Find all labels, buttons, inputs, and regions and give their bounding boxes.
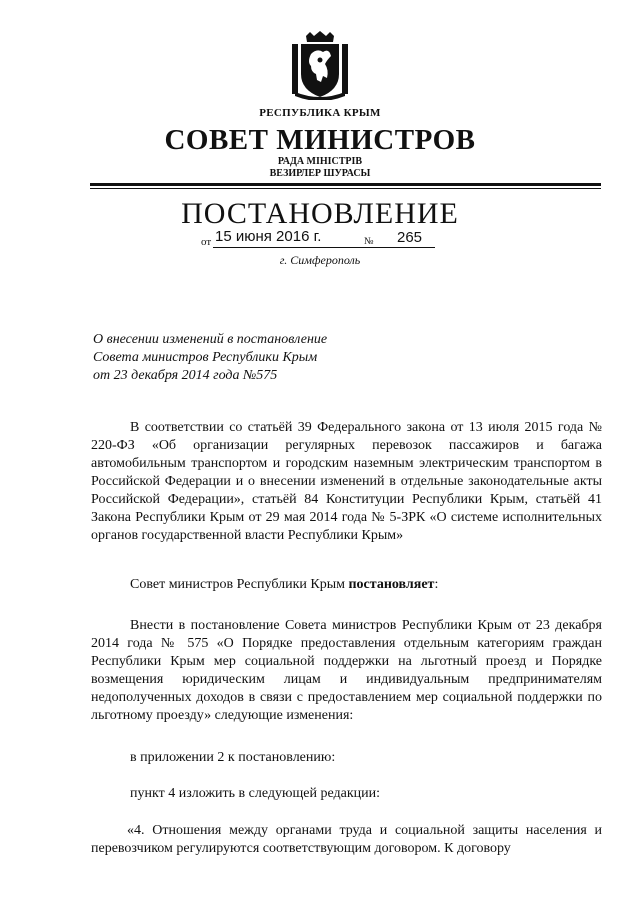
resolution-suffix: : [434,577,439,592]
decree-heading: ПОСТАНОВЛЕНИЕ [181,197,459,230]
preamble-paragraph: В соответствии со статьёй 39 Федерального закона от 13 июля 2015 года № 220-ФЗ «Об организации регулярных перевозок пассажиров и багажа автомобильным транспортом и городским наземным электрическим транспортом в Российской Федерации и о внесении изменений в отдельные законодательные акты Российской Федерации», статьёй 84 Конституции Республики Крым, статьёй 41 Закона Республики Крым от 29 мая 2014 года № 5-ЗРК «О системе исполнительных органов государственной власти Республики Крым» [91,420,602,543]
resolution-verb: постановляет [348,577,435,592]
decree-date: 15 июня 2016 г. [215,228,322,245]
date-prefix-label: от [201,236,212,248]
council-title: СОВЕТ МИНИСТРОВ [164,124,476,156]
resolution-clause [130,577,438,593]
date-number-underline [213,247,435,248]
council-title-crimean-tatar: ВЕЗИРЛЕР ШУРАСЫ [269,168,371,179]
subject-line: Совета министров Республики Крым [93,350,318,365]
new-clause-text: «4. Отношения между органами труда и социальной защиты населения и перевозчиком регулируются соответствующим договором. К договору [91,823,602,856]
subject-line: О внесении изменений в постановление [93,332,328,347]
council-title-ukrainian: РАДА МІНІСТРІВ [277,156,363,167]
decree-number: 265 [397,229,423,246]
appendix-reference: в приложении 2 к постановлению: [130,750,336,765]
republic-name: РЕСПУБЛИКА КРЫМ [259,107,381,119]
subject-line: от 23 декабря 2014 года №575 [93,368,278,383]
clause-instruction: пункт 4 изложить в следующей редакции: [130,786,380,801]
header-rule-thick [90,183,601,186]
resolution-prefix: Совет министров Республики Крым [130,577,349,592]
header-rule-thin [90,188,601,189]
city-name: г. Симферополь [279,253,361,267]
number-sign-label: № [364,236,374,247]
decree-subject [93,331,453,385]
coat-of-arms-icon [289,30,351,100]
amendment-paragraph: Внести в постановление Совета министров Республики Крым от 23 декабря 2014 года № 575 «О Порядке предоставления отдельным категориям граждан Республики Крым мер социальной поддержки на льготный проезд и Порядке возмещения юридическим лицам и индивидуальным предпринимателям недополученных доходов в связи с предоставлением мер социальной поддержки по льготному проезду» следующие изменения: [91,618,602,723]
